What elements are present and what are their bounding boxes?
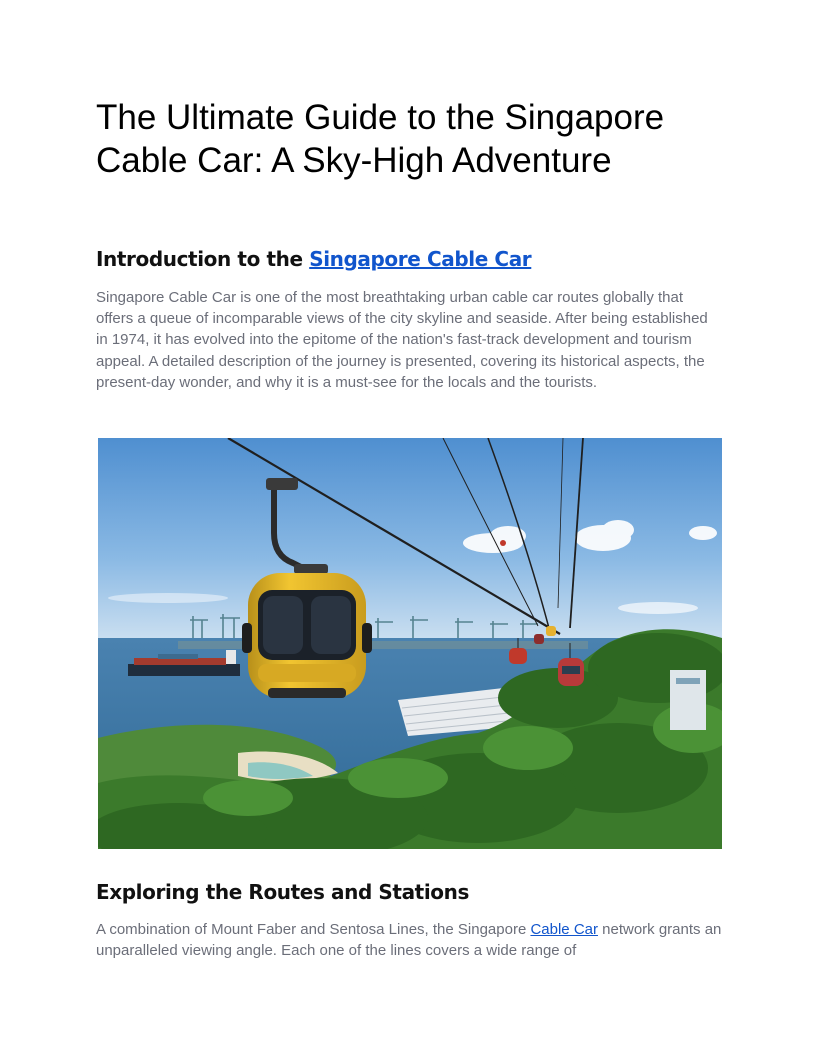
cable-car-link[interactable]: Cable Car [530, 921, 598, 938]
intro-heading-text: Introduction to the [96, 247, 310, 271]
singapore-cable-car-link[interactable]: Singapore Cable Car [309, 247, 532, 271]
intro-heading [96, 245, 531, 273]
cable-car-photo [98, 438, 722, 849]
routes-paragraph-start: A combination of Mount Faber and Sentosa Lines, the Singapore [96, 921, 531, 938]
routes-paragraph [96, 919, 722, 961]
title-line-2: Cable Car: A Sky-High Adventure [96, 141, 612, 180]
routes-heading: Exploring the Routes and Stations [96, 880, 469, 904]
title-line-1: The Ultimate Guide to the Singapore [96, 98, 665, 137]
page-title [96, 96, 722, 182]
intro-paragraph: Singapore Cable Car is one of the most breathtaking urban cable car routes globally that offers a queue of incomparable views of the city skyline and seaside. After being established in 1974, it has evolved into the epitome of the nation's fast-track development and tourism appeal. A detailed description of the journey is presented, covering its historical aspects, the present-day wonder, and why it is a must-see for the locals and the tourists. [96, 289, 708, 391]
routes-paragraph-end: network grants an unparalleled viewing angle. Each one of the lines covers a wide range of [96, 921, 722, 960]
